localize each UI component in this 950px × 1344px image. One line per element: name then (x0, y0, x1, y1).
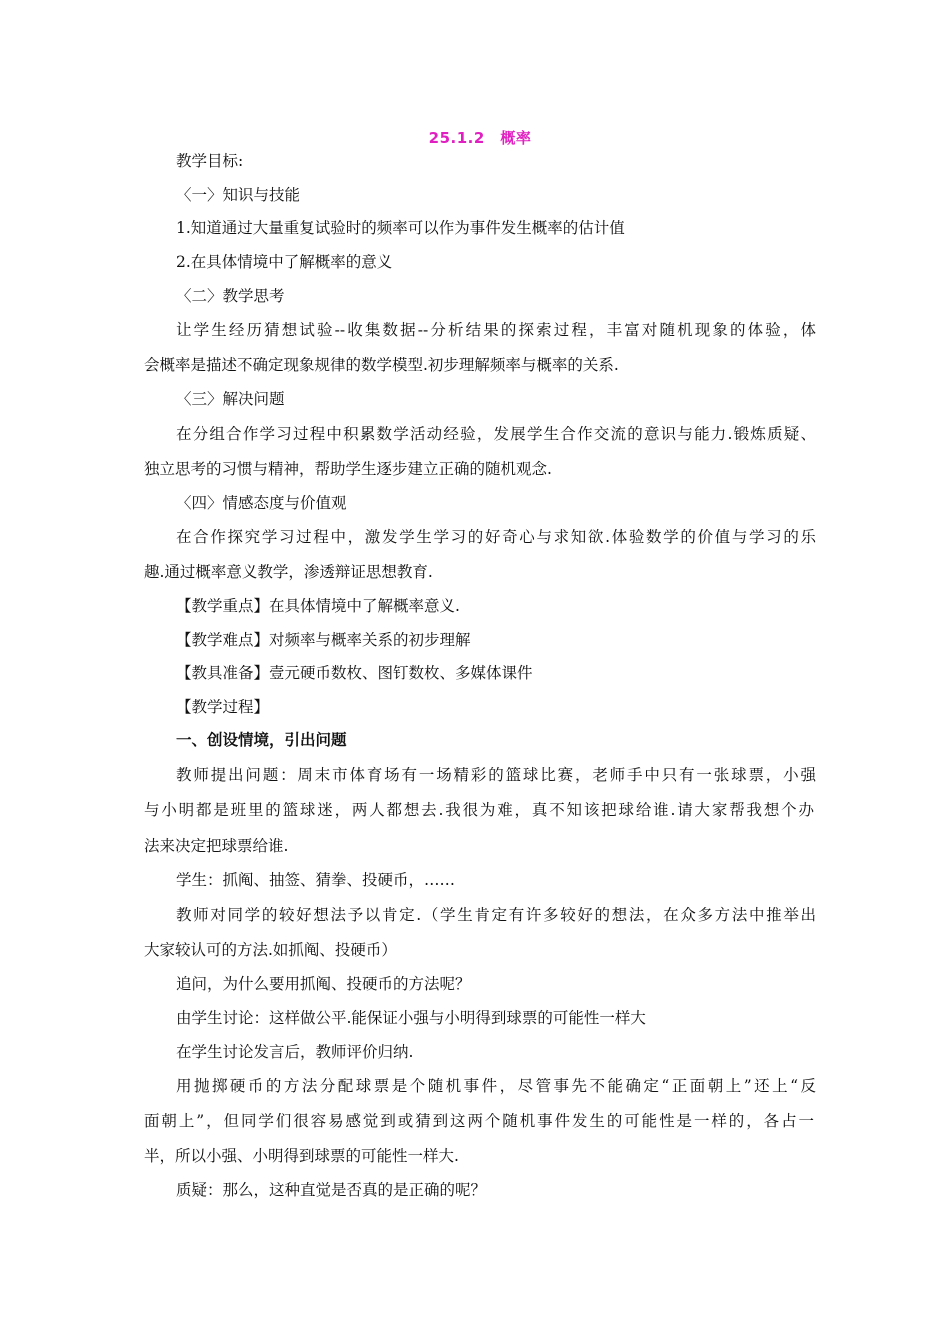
text-line: 〈四〉情感态度与价值观 (176, 494, 347, 512)
text-line: 〈二〉教学思考 (176, 287, 285, 305)
text-line: 〈一〉知识与技能 (176, 186, 301, 204)
text-line: 【教学过程】 (176, 698, 270, 716)
text-line: 大家较认可的方法.如抓阄、投硬币） (144, 941, 397, 959)
text-line: 教师提出问题：周末市体育场有一场精彩的篮球比赛，老师手中只有一张球票，小强 (176, 766, 816, 784)
text-line: 让学生经历猜想试验--收集数据--分析结果的探索过程，丰富对随机现象的体验，体 (176, 321, 816, 339)
text-line: 会概率是描述不确定现象规律的数学模型.初步理解频率与概率的关系. (144, 356, 619, 374)
text-line: 1.知道通过大量重复试验时的频率可以作为事件发生概率的估计值 (176, 219, 625, 237)
text-line: 法来决定把球票给谁. (144, 837, 289, 855)
text-line: 2.在具体情境中了解概率的意义 (176, 253, 393, 271)
text-line: 用抛掷硬币的方法分配球票是个随机事件，尽管事先不能确定“正面朝上”还上“反 (176, 1077, 816, 1095)
text-line: 〈三〉解决问题 (176, 390, 285, 408)
text-line: 【教学重点】在具体情境中了解概率意义. (176, 597, 460, 615)
text-line: 与小明都是班里的篮球迷，两人都想去.我很为难，真不知该把球给谁.请大家帮我想个办 (144, 801, 814, 819)
text-line: 在合作探究学习过程中，激发学生学习的好奇心与求知欲.体验数学的价值与学习的乐 (176, 528, 816, 546)
text-line: 在学生讨论发言后，教师评价归纳. (176, 1043, 414, 1061)
text-line: 趣.通过概率意义教学，渗透辩证思想教育. (144, 563, 433, 581)
page-title: 25.1.2 概率 (428, 129, 532, 147)
text-line: 独立思考的习惯与精神，帮助学生逐步建立正确的随机观念. (144, 460, 552, 478)
text-line: 质疑：那么，这种直觉是否真的是正确的呢？ (176, 1181, 487, 1199)
text-line: 追问，为什么要用抓阄、投硬币的方法呢？ (176, 975, 471, 993)
text-line: 在分组合作学习过程中积累数学活动经验，发展学生合作交流的意识与能力.锻炼质疑、 (176, 425, 816, 443)
text-line: 学生：抓阄、抽签、猜拳、投硬币，…… (176, 871, 456, 889)
text-line: 教师对同学的较好想法予以肯定.（学生肯定有许多较好的想法，在众多方法中推举出 (176, 906, 816, 924)
text-line: 教学目标: (176, 152, 244, 170)
text-line: 面朝上”，但同学们很容易感觉到或猜到这两个随机事件发生的可能性是一样的，各占一 (144, 1112, 814, 1130)
text-line: 半，所以小强、小明得到球票的可能性一样大. (144, 1147, 459, 1165)
section-heading: 一、创设情境，引出问题 (176, 731, 347, 749)
text-line: 【教学难点】对频率与概率关系的初步理解 (176, 631, 471, 649)
text-line: 由学生讨论：这样做公平.能保证小强与小明得到球票的可能性一样大 (176, 1009, 646, 1027)
text-line: 【教具准备】壹元硬币数枚、图钉数枚、多媒体课件 (176, 664, 533, 682)
